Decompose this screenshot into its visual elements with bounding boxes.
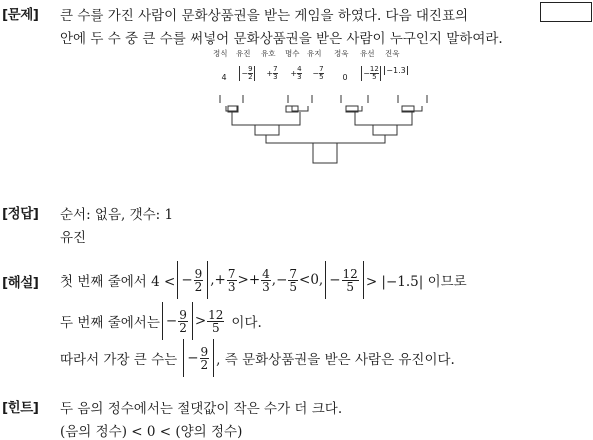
explanation-line-3-suffix: , 즉 문화상품권을 받은 사람은 유진이다. [216, 352, 455, 368]
tournament-bracket [200, 46, 460, 171]
player-value: − 9 2 [241, 65, 253, 81]
player-name: 유지 [307, 49, 322, 58]
answer-line-1: 순서: 없음, 갯수: 1 [60, 207, 174, 223]
problem-line-2: 안에 두 수 중 큰 수를 써넣어 문화상품권을 받은 사람이 누구인지 말하여라. [60, 31, 503, 47]
player-name: 정욱 [334, 49, 349, 58]
explanation-line-2: 두 번째 줄에서는 − $\frac{9}{2}$ > $\frac{12}{5}$ 이다. [60, 299, 262, 343]
explanation-tag: [해설] [2, 275, 39, 291]
player-value: − 12 5 [363, 65, 379, 81]
answer-blank-box [540, 2, 592, 22]
explanation-line-1-prefix: 첫 번째 줄에서 4 < [60, 274, 176, 290]
player-value: 4 [221, 73, 227, 82]
problem-tag: [문제] [2, 7, 39, 23]
explanation-line-1-suffix: > |−1.5| 이므로 [365, 274, 467, 290]
hint-line-2: (음의 정수) < 0 < (양의 정수) [60, 424, 243, 440]
player-name: 유호 [261, 49, 276, 58]
player-name: 진욱 [385, 49, 400, 58]
player-value: + $\frac{4}{3}$ [290, 65, 302, 81]
answer-tag: [정답] [2, 206, 39, 222]
player-name: 유선 [360, 49, 375, 58]
explanation-line-3-prefix: 따라서 가장 큰 수는 [60, 352, 178, 368]
explanation-line-2-prefix: 두 번째 줄에서는 [60, 315, 160, 331]
player-value: − $\frac{7}{5}$ [312, 65, 324, 81]
abs-neg-9-over-2: − $\frac{9}{2}$ [177, 261, 208, 299]
hint-tag: [힌트] [2, 400, 39, 416]
player-name: 유진 [236, 49, 251, 58]
explanation-line-2-suffix: 이다. [231, 315, 262, 331]
player-name: 정식 [213, 49, 228, 58]
problem-line-1: 큰 수를 가진 사람이 문화상품권을 받는 게임을 하였다. 다음 대진표의 [60, 8, 469, 24]
bracket-lines [200, 46, 460, 171]
player-value: −1.3 [386, 66, 406, 75]
explanation-line-3: 따라서 가장 큰 수는 − $\frac{9}{2}$ , 즉 문화상품권을 받은 사람은 유진이다. [60, 336, 455, 380]
player-name: 명수 [285, 49, 300, 58]
answer-line-2: 유진 [60, 230, 87, 246]
abs-neg-12-over-5: − $\frac{12}{5}$ [325, 261, 364, 299]
player-value: + $\frac{7}{3}$ [266, 65, 278, 81]
hint-line-1: 두 음의 정수에서는 절댓값이 작은 수가 더 크다. [60, 401, 343, 417]
explanation-line-1: 첫 번째 줄에서 4 < − $\frac{9}{2}$ ,+ $\frac{7}{3}$ >+ $\frac{4}{3}$ ,− $\frac{7}{5}$ <0, − $\frac{12}{5}$ > |−1.5| 이므로 [60, 258, 467, 302]
player-value: 0 [342, 73, 348, 82]
